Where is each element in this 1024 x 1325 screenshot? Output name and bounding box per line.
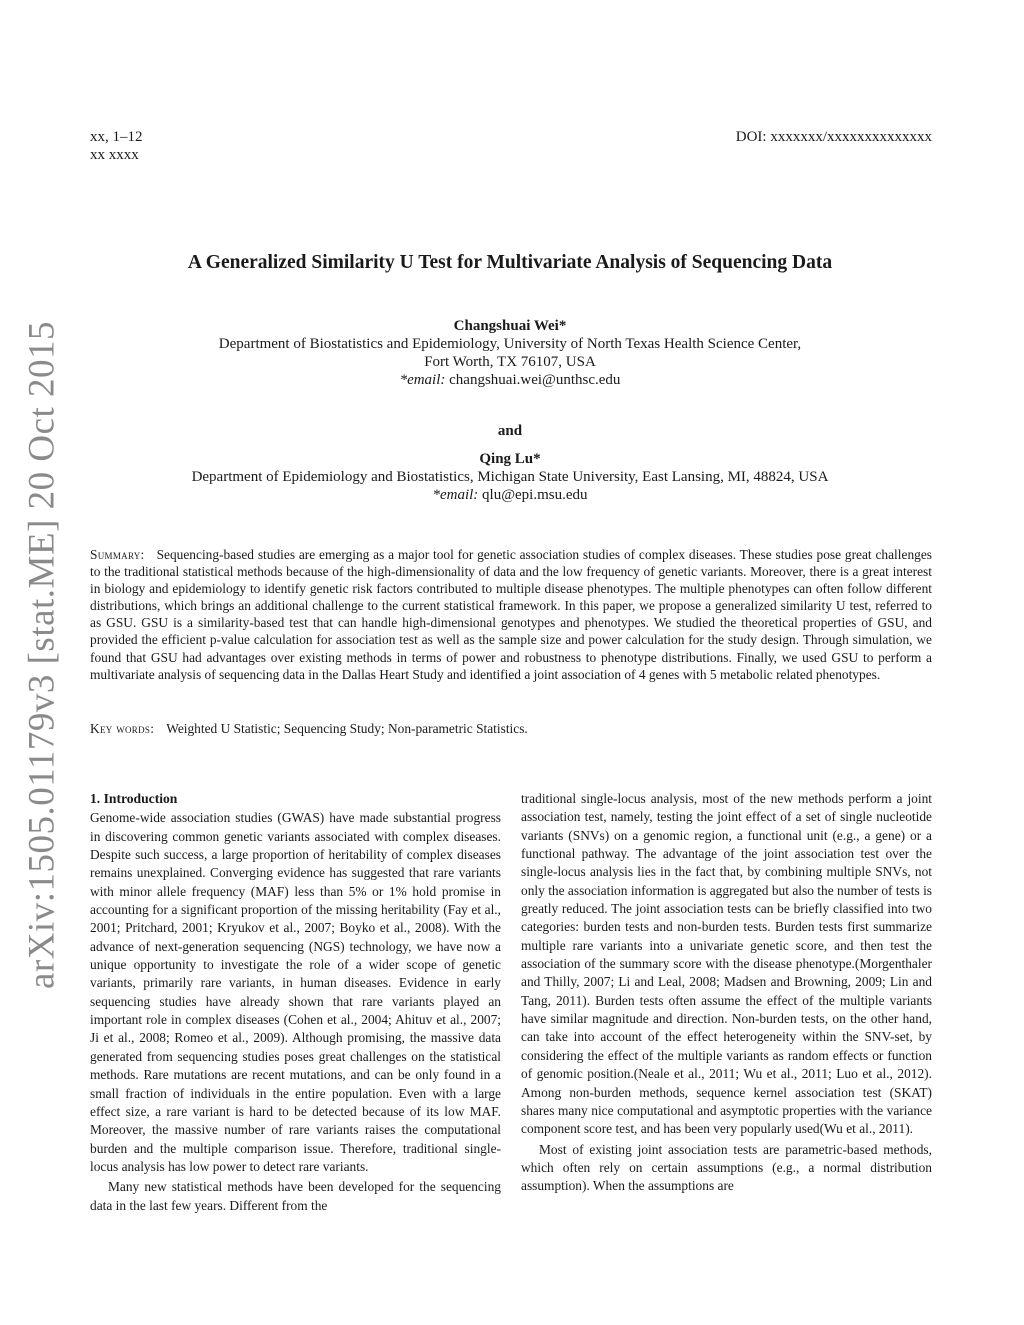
paper-title: A Generalized Similarity U Test for Multivariate Analysis of Sequencing Data	[187, 252, 833, 273]
abstract	[90, 546, 932, 683]
author1-block	[90, 317, 930, 389]
journal-header	[90, 128, 143, 164]
keywords	[90, 720, 932, 737]
author1-address: Fort Worth, TX 76107, USA	[424, 354, 596, 370]
author2-name: Qing Lu*	[479, 451, 541, 467]
paragraph: Genome-wide association studies (GWAS) have made substantial progress in discovering common genetic variants associated with complex diseases. Despite such success, a large proportion of heritability of complex diseases remains unexplained. Converging evidence has suggested that rare variants with minor allele frequency (MAF) less than 5% or 1% hold promise in accounting for a significant proportion of the missing heritability (Fay et al., 2001; Pritchard, 2001; Kryukov et al., 2007; Boyko et al., 2008). With the advance of next-generation sequencing (NGS) technology, we have now a unique opportunity to investigate the role of a wider scope of genetic variants, primarily rare variants, in human diseases. Evidence in early sequencing studies have already shown that rare variants played an important role in complex diseases (Cohen et al., 2004; Ahituv et al., 2007; Ji et al., 2008; Romeo et al., 2009). Although promising, the massive data generated from sequencing studies poses great challenges on the statistical methods. Rare mutations are recent mutations, and can be only found in a small fraction of individuals in the entire population. Even with a large effect size, a rare variant is hard to be detected because of its low MAF. Moreover, the massive number of rare variants raises the computational burden and the multiple comparison issue. Therefore, traditional single-locus analysis has low power to detect rare variants.	[90, 810, 501, 1174]
right-column	[521, 790, 932, 1196]
paragraph: Many new statistical methods have been developed for the sequencing data in the last few years. Different from the	[90, 1179, 501, 1213]
author2-affiliation: Department of Epidemiology and Biostatistics, Michigan State University, East Lansing, MI, 48824, USA	[191, 469, 829, 485]
author2-email-line	[90, 486, 930, 504]
arxiv-id: arXiv:1505.01179v3 [stat.ME] 20 Oct 2015	[21, 320, 63, 990]
author1-name: Changshuai Wei*	[453, 318, 567, 334]
keywords-text: Weighted U Statistic; Sequencing Study; Non-parametric Statistics.	[166, 721, 528, 736]
and-separator: and	[497, 423, 523, 439]
summary-label: Summary:	[90, 547, 145, 562]
keywords-label: Key words:	[90, 721, 155, 736]
page-range: xx, 1–12	[90, 129, 143, 145]
arxiv-margin-stamp	[0, 0, 70, 1325]
email-label: *email:	[399, 372, 446, 388]
section-heading: 1. Introduction	[90, 791, 178, 806]
summary-text: Sequencing-based studies are emerging as a major tool for genetic association studies of complex diseases. These studies pose great challenges to the traditional statistical methods because of the high-dimensionality of data and the low frequency of genetic variants. Moreover, there is a great interest in biology and epidemiology to identify genetic risk factors contributed to multiple disease phenotypes. The multiple phenotypes can often follow different distributions, which brings an additional challenge to the current statistical framework. In this paper, we propose a generalized similarity U test, referred to as GSU. GSU is a similarity-based test that can handle high-dimensional genotypes and phenotypes. We studied the theoretical properties of GSU, and provided the efficient p-value calculation for association test as well as the sample size and power calculation for the study design. Through simulation, we found that GSU had advantages over existing methods in terms of power and robustness to phenotype distributions. Finally, we used GSU to perform a multivariate analysis of sequencing data in the Dallas Heart Study and identified a joint association of 4 genes with 5 metabolic related phenotypes.	[90, 547, 932, 682]
paragraph: Most of existing joint association tests are parametric-based methods, which often rely on certain assumptions (e.g., a normal distribution assumption). When the assumptions are	[521, 1141, 932, 1194]
doi: DOI: xxxxxxx/xxxxxxxxxxxxxx	[735, 129, 932, 145]
issue-date: xx xxxx	[90, 147, 139, 163]
author1-email-line	[90, 371, 930, 389]
paragraph: traditional single-locus analysis, most of the new methods perform a joint association test, namely, testing the joint effect of a set of single nucleotide variants (SNVs) on a genomic region, a functional unit (e.g., a gene) or a functional pathway. The advantage of the joint association test over the single-locus analysis lies in the fact that, by combining multiple SNVs, not only the association information is aggregated but also the number of tests is greatly reduced. The joint association tests can be briefly classified into two categories: burden tests and non-burden tests. Burden tests first summarize multiple rare variants into a univariate genetic score, and then test the association of the summary score with the disease phenotype.(Morgenthaler and Thilly, 2007; Li and Leal, 2008; Madsen and Browning, 2009; Lin and Tang, 2011). Burden tests often assume the effect of the multiple variants have similar magnitude and direction. Non-burden tests, on the other hand, can take into account of the effect heterogeneity within the SNV-set, by considering the effect of the multiple variants as random effects or function of genomic position.(Neale et al., 2011; Wu et al., 2011; Luo et al., 2012). Among non-burden methods, sequence kernel association test (SKAT) shares many nice computational and asymptotic properties with the variance component score test, and has been very popularly used(Wu et al., 2011).	[521, 791, 932, 1137]
author1-email: changshuai.wei@unthsc.edu	[449, 372, 621, 388]
email-label: *email:	[432, 487, 479, 503]
author2-block	[90, 450, 930, 504]
author1-affiliation: Department of Biostatistics and Epidemiology, University of North Texas Health Science Center,	[218, 336, 802, 352]
left-column	[90, 790, 501, 1215]
author2-email: qlu@epi.msu.edu	[482, 487, 588, 503]
